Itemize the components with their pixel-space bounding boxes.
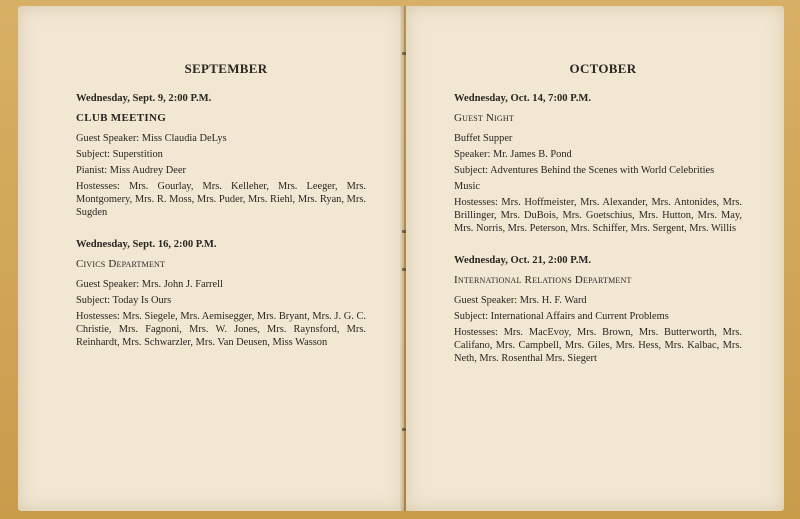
event-sept-16 xyxy=(76,238,366,349)
left-page xyxy=(18,6,404,511)
event-sept-9 xyxy=(76,92,366,219)
event-music: Music xyxy=(454,181,480,192)
event-hostesses: Hostesses: Mrs. MacEvoy, Mrs. Brown, Mrs. Butterworth, Mrs. Califano, Mrs. Campbell, Mrs. Giles, Mrs. Hess, Mrs. Kalbac, Mrs. Neth, Mrs. Rosenthal Mrs. Siegert xyxy=(454,327,742,364)
month-heading-september: SEPTEMBER xyxy=(184,61,268,76)
event-hostesses: Hostesses: Mrs. Hoffmeister, Mrs. Alexander, Mrs. Antonides, Mrs. Brillinger, Mrs. DuBois, Mrs. Goetschius, Mrs. Hutton, Mrs. May, Mrs. Norris, Mrs. Peterson, Mrs. Schiffer, Mrs. Sergent, Mrs. Willis xyxy=(454,197,742,234)
event-supper: Buffet Supper xyxy=(454,133,513,144)
event-heading: CLUB MEETING xyxy=(76,112,167,124)
event-subject: Subject: Adventures Behind the Scenes with World Celebrities xyxy=(454,165,715,176)
event-date: Wednesday, Sept. 16, 2:00 P.M. xyxy=(76,239,217,250)
event-subject: Subject: International Affairs and Current Problems xyxy=(454,311,669,322)
event-speaker: Guest Speaker: Mrs. H. F. Ward xyxy=(454,295,587,306)
event-date: Wednesday, Sept. 9, 2:00 P.M. xyxy=(76,93,212,104)
event-speaker: Speaker: Mr. James B. Pond xyxy=(454,149,572,160)
event-subject: Subject: Today Is Ours xyxy=(76,295,172,306)
right-page-content xyxy=(454,6,742,384)
event-hostesses: Hostesses: Mrs. Siegele, Mrs. Aemisegger, Mrs. Bryant, Mrs. J. G. C. Christie, Mrs. Fagnoni, Mrs. W. Jones, Mrs. Raynsford, Mrs. Reinhardt, Mrs. Schwarzler, Mrs. Van Deusen, Miss Wasson xyxy=(76,311,366,348)
event-date: Wednesday, Oct. 21, 2:00 P.M. xyxy=(454,255,592,266)
event-subject: Subject: Superstition xyxy=(76,149,163,160)
event-hostesses: Hostesses: Mrs. Gourlay, Mrs. Kelleher, Mrs. Leeger, Mrs. Montgomery, Mrs. R. Moss, Mrs. Puder, Mrs. Riehl, Mrs. Ryan, Mrs. Sugden xyxy=(76,181,366,218)
event-date: Wednesday, Oct. 14, 7:00 P.M. xyxy=(454,93,592,104)
event-speaker: Guest Speaker: Miss Claudia DeLys xyxy=(76,133,227,144)
event-oct-14 xyxy=(454,92,742,235)
event-heading: Guest Night xyxy=(454,112,514,124)
right-page xyxy=(406,6,784,511)
event-heading: International Relations Department xyxy=(454,274,632,286)
event-speaker: Guest Speaker: Mrs. John J. Farrell xyxy=(76,279,223,290)
left-page-content xyxy=(76,6,366,368)
event-oct-21 xyxy=(454,254,742,365)
event-heading: Civics Department xyxy=(76,258,166,270)
month-heading-october: OCTOBER xyxy=(569,61,637,76)
event-pianist: Pianist: Miss Audrey Deer xyxy=(76,165,186,176)
